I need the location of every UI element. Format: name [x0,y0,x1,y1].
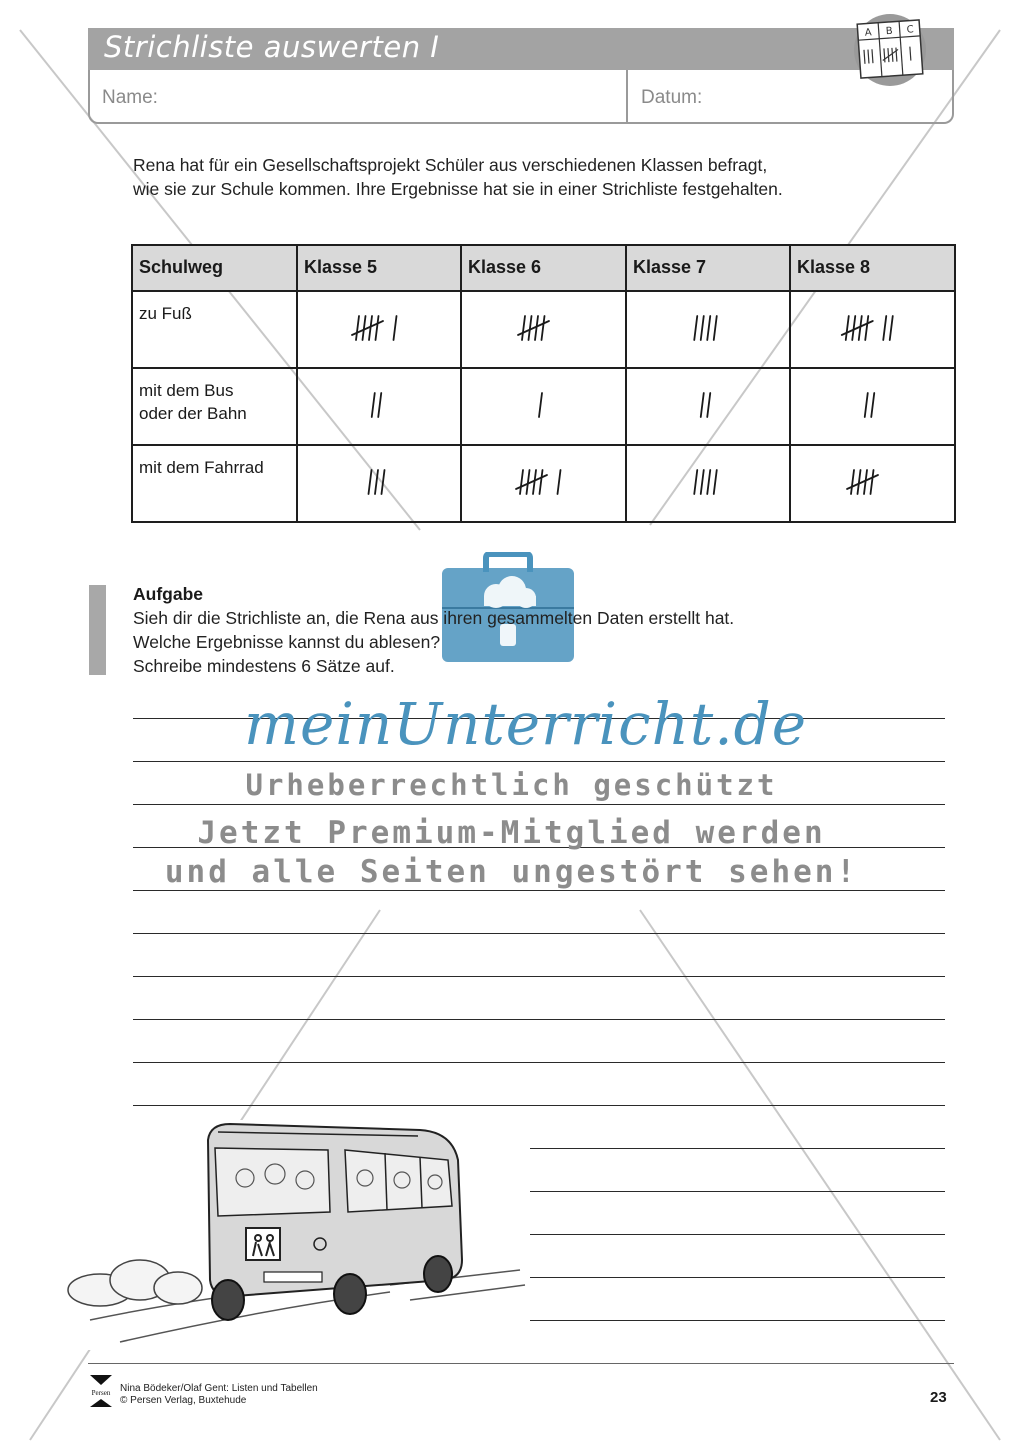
page-number: 23 [930,1389,947,1406]
tally-cell [297,445,461,522]
tally-stroke [701,393,704,417]
tally-sheet-icon [845,12,935,88]
tally-stroke [701,316,704,340]
tally-stroke [394,316,397,340]
row-label-fahrrad: mit dem Fahrrad [132,445,297,522]
writing-line[interactable] [530,1320,945,1321]
watermark-logo: meinUnterricht.de [244,690,808,758]
tally-stroke [539,393,542,417]
tally-stroke [865,316,868,340]
tally-cell [790,368,955,445]
tally-cell [790,291,955,368]
task-line-3: Schreibe mindestens 6 Sätze auf. [133,656,395,676]
tally-stroke [846,316,849,340]
worksheet-title: Strichliste auswerten I [104,30,440,64]
tally-stroke [375,470,378,494]
svg-text:Persen: Persen [91,1389,111,1397]
writing-line[interactable] [133,976,945,977]
tally-stroke [356,316,359,340]
tally-stroke [852,316,855,340]
tally-stroke [378,393,381,417]
writing-line[interactable] [133,1105,945,1106]
tally-cell [790,445,955,522]
tally-stroke [714,470,717,494]
intro-line-2: wie sie zur Schule kommen. Ihre Ergebnisse hat sie in einer Strichliste festgehalten. [133,179,783,199]
publisher-logo [88,1373,114,1409]
row-label-bus-line-1: mit dem Bus [139,381,234,400]
watermark-copyright: Urheberrechtlich geschützt [245,768,778,802]
tally-cell [297,368,461,445]
tally-stroke [694,316,697,340]
header-klasse-7: Klasse 7 [626,245,790,291]
tally-cell [626,368,790,445]
tally-marks [298,446,458,519]
header-klasse-8: Klasse 8 [790,245,955,291]
footer-rule [88,1363,954,1364]
tally-marks [298,292,458,365]
tally-marks [791,369,951,442]
name-date-divider [626,70,628,124]
tally-stroke [540,470,543,494]
header-klasse-6: Klasse 6 [461,245,626,291]
row-label-zu-fuss: zu Fuß [132,291,297,368]
tally-stroke [701,470,704,494]
tally-stroke [372,393,375,417]
task-marker-bar [89,585,106,675]
tally-cell [626,291,790,368]
task-title: Aufgabe [133,584,203,604]
tally-stroke [883,316,886,340]
name-field-label: Name: [102,87,158,108]
table-row [132,291,955,368]
tally-marks [462,292,622,365]
tally-stroke [542,316,545,340]
tally-stroke [890,316,893,340]
tally-marks [462,369,622,442]
tally-stroke [520,470,523,494]
tally-stroke [363,316,366,340]
tally-marks [627,292,787,365]
footer-credit [120,1383,318,1407]
writing-line[interactable] [133,933,945,934]
badge-col-a: A [864,27,873,39]
tally-stroke [369,470,372,494]
intro-line-1: Rena hat für ein Gesellschaftsprojekt Schüler aus verschiedenen Klassen befragt, [133,155,768,175]
tally-stroke [707,316,710,340]
watermark-unlock: und alle Seiten ungestört sehen! [164,854,859,890]
tally-stroke [694,470,697,494]
tally-stroke [529,316,532,340]
table-row [132,368,955,445]
tally-stroke [851,470,854,494]
tally-marks [791,292,951,365]
table-header-row [132,245,955,291]
writing-line[interactable] [133,890,945,891]
row-label-bus-bahn [132,368,297,445]
tally-stroke [707,393,710,417]
table-row [132,445,955,522]
tally-marks [627,446,787,519]
tally-cell [461,445,626,522]
tally-marks [298,369,458,442]
tally-table [131,244,956,523]
writing-line[interactable] [133,804,945,805]
tally-stroke [527,470,530,494]
tally-cell [626,445,790,522]
tally-stroke [858,470,861,494]
header-schulweg: Schulweg [132,245,297,291]
badge-col-c: C [906,24,915,36]
tally-stroke [382,470,385,494]
intro-paragraph [133,153,933,201]
tally-marks [627,369,787,442]
tally-cell [461,291,626,368]
row-label-bus-line-2: oder der Bahn [139,404,247,423]
tally-stroke [558,470,561,494]
tally-stroke [871,393,874,417]
badge-col-b: B [885,25,894,38]
writing-line[interactable] [133,1019,945,1020]
tally-marks [791,446,951,519]
task-line-1: Sieh dir die Strichliste an, die Rena aus ihren gesammelten Daten erstellt hat. [133,608,735,628]
writing-line[interactable] [133,761,945,762]
footer-credit-line-1: Nina Bödeker/Olaf Gent: Listen und Tabellen [120,1383,318,1394]
writing-line[interactable] [530,1277,945,1278]
tally-stroke [522,316,525,340]
date-field-label: Datum: [641,87,703,108]
tally-stroke [871,470,874,494]
tally-stroke [376,316,379,340]
header-klasse-5: Klasse 5 [297,245,461,291]
tally-cell [297,291,461,368]
tally-stroke [714,316,717,340]
writing-line[interactable] [133,1062,945,1063]
tally-marks [462,446,622,519]
tally-stroke [707,470,710,494]
tally-stroke [865,393,868,417]
task-line-2: Welche Ergebnisse kannst du ablesen? [133,632,441,652]
bus-illustration [60,1120,530,1350]
watermark-premium: Jetzt Premium-Mitglied werden [197,815,826,851]
tally-cell [461,368,626,445]
footer-credit-line-2: © Persen Verlag, Buxtehude [120,1395,247,1406]
